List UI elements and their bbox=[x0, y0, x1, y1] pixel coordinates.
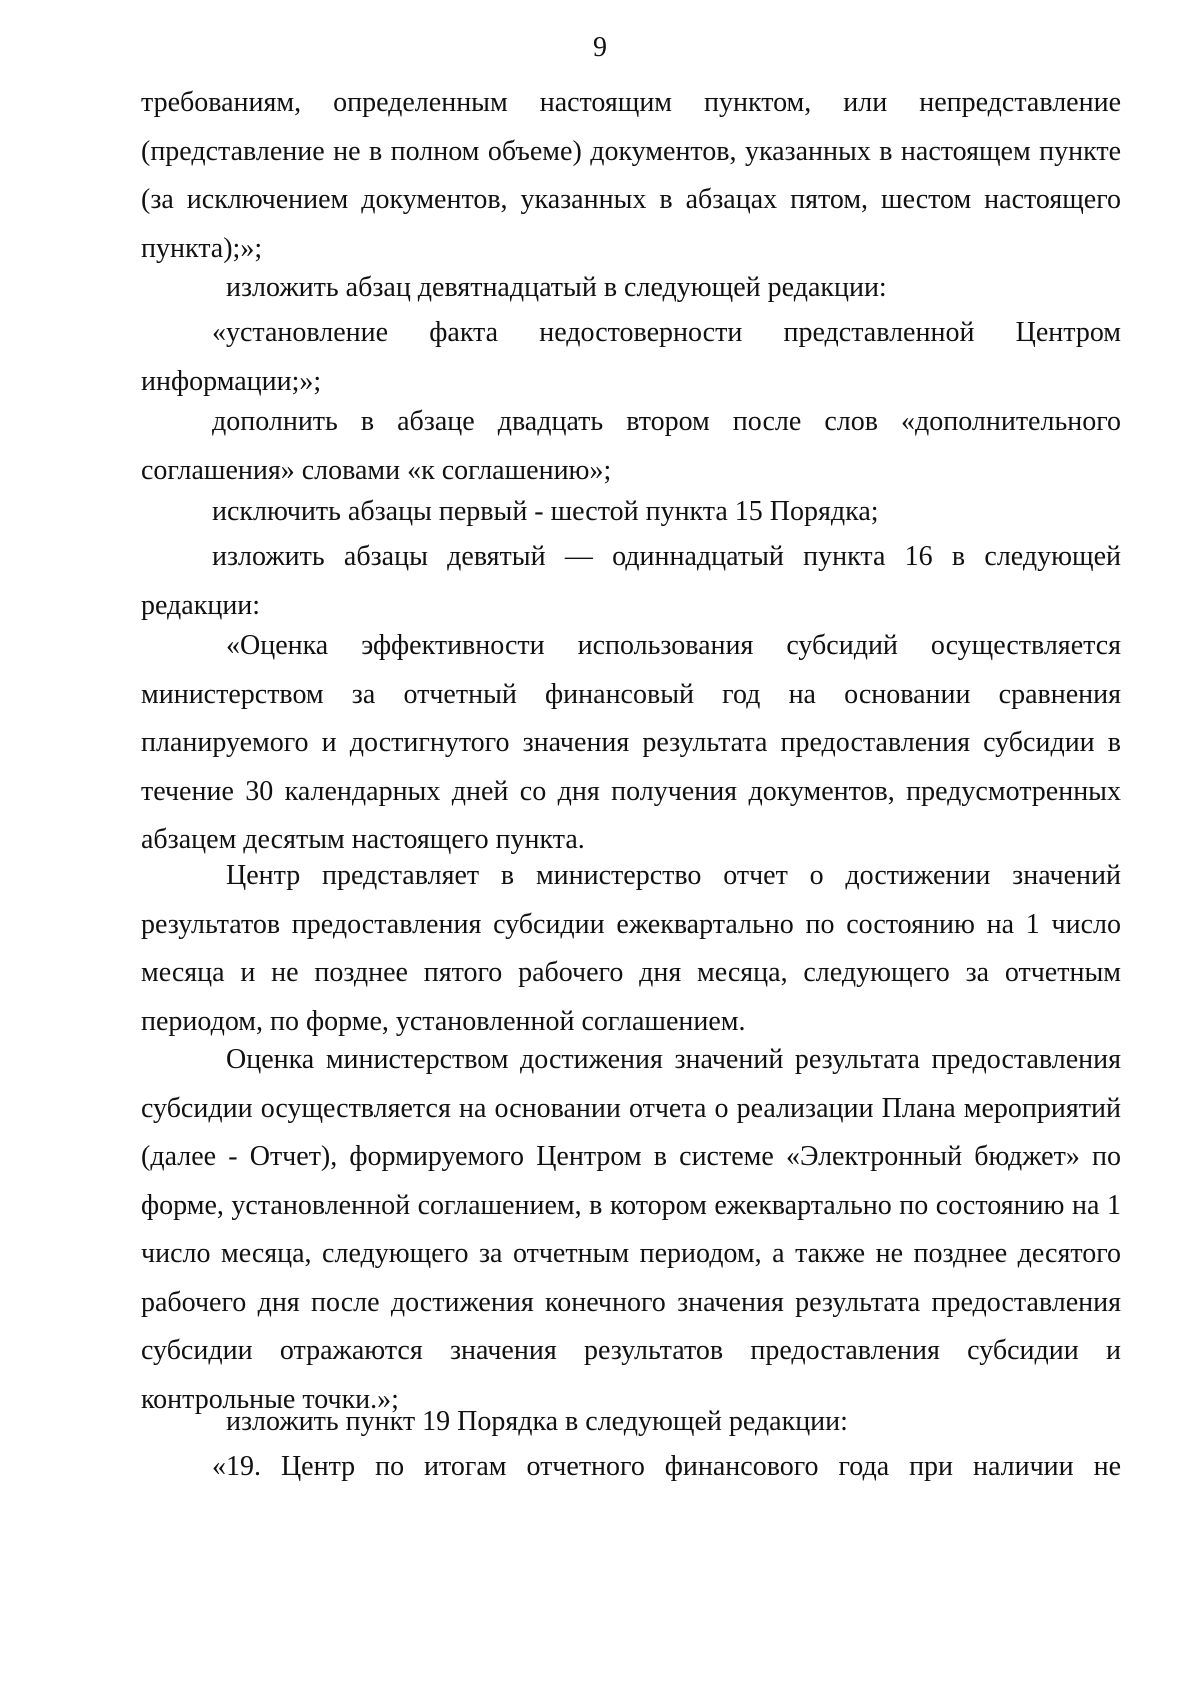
paragraph: изложить пункт 19 Порядка в следующей редакции: bbox=[226, 1406, 848, 1437]
paragraph: дополнить в абзаце двадцать втором после слов «дополнительного соглашения» словами «к соглашению»; bbox=[141, 406, 1121, 486]
paragraph: Оценка министерством достижения значений результата предоставления субсидии осуществляется на основании отчета о реализации Плана мероприятий (далее - Отчет), формируемого Центром в системе «Электронный бюджет» по форме, установленной соглашением, в котором ежеквартально по состоянию на 1 число месяца, следующего за отчетным периодом, а также не позднее десятого рабочего дня после достижения конечного значения результата предоставления субсидии отражаются значения результатов предоставления субсидии и контрольные точки.»; bbox=[141, 1044, 1121, 1415]
paragraph: требованиям, определенным настоящим пунктом, или непредставление (представление не в полном объеме) документов, указанных в настоящем пункте (за исключением документов, указанных в абзацах пятом, шестом настоящего пункта);»; bbox=[141, 87, 1121, 264]
paragraph: «установление факта недостоверности представленной Центром информации;»; bbox=[141, 317, 1121, 397]
paragraph: «19. Центр по итогам отчетного финансового года при наличии не bbox=[212, 1451, 1121, 1482]
paragraph: изложить абзац девятнадцатый в следующей редакции: bbox=[226, 272, 887, 303]
paragraph: изложить абзацы девятый — одиннадцатый пункта 16 в следующей редакции: bbox=[141, 541, 1121, 621]
paragraph: Центр представляет в министерство отчет о достижении значений результатов предоставления субсидии ежеквартально по состоянию на 1 число месяца и не позднее пятого рабочего дня месяца, следующего за отчетным периодом, по форме, установленной соглашением. bbox=[141, 860, 1121, 1037]
paragraph: «Оценка эффективности использования субсидий осуществляется министерством за отчетный финансовый год на основании сравнения планируемого и достигнутого значения результата предоставления субсидии в течение 30 календарных дней со дня получения документов, предусмотренных абзацем десятым настоящего пункта. bbox=[141, 630, 1121, 855]
paragraph: исключить абзацы первый - шестой пункта 15 Порядка; bbox=[212, 496, 879, 527]
page-number: 9 bbox=[593, 32, 607, 63]
